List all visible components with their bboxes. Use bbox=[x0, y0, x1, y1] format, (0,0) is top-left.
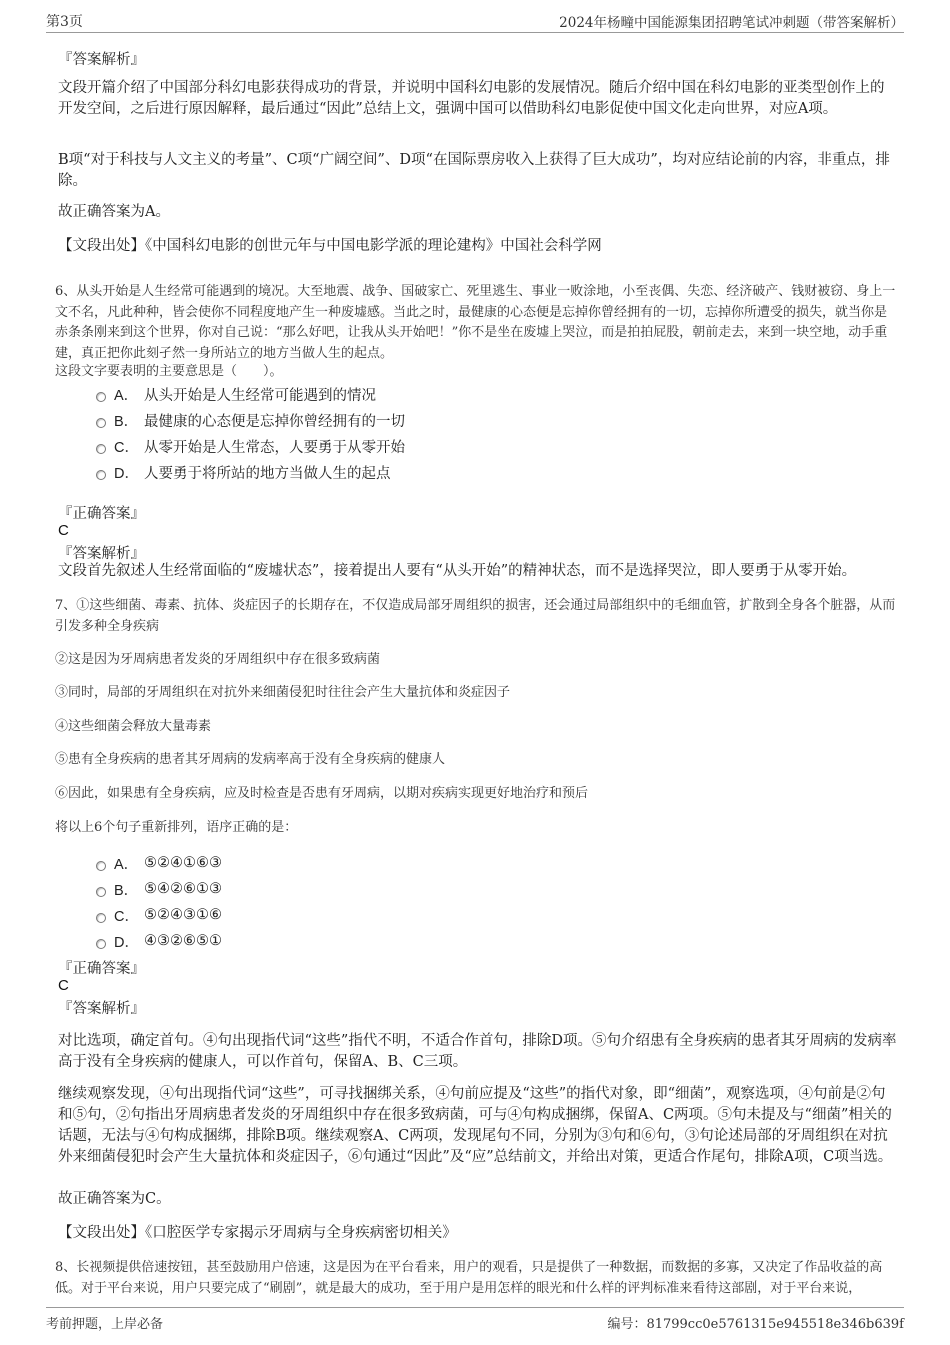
q7-analysis-paragraph-1: 对比选项，确定首句。④句出现指代词“这些”指代不明，不适合作首句，排除D项。⑤句介绍患有全身疾病的患者其牙周病的发病率高于没有全身疾病的健康人，可以作首句，保留A、B、C三项。 bbox=[58, 1033, 897, 1070]
q7-analysis-label: 『答案解析』 bbox=[58, 1001, 145, 1017]
q7-option-c[interactable] bbox=[96, 902, 222, 928]
option-text: ⑤②④①⑥③ bbox=[144, 855, 222, 871]
q7-answer-label: 『正确答案』 bbox=[58, 961, 145, 977]
document-title: 2024年杨疃中国能源集团招聘笔试冲刺题（带答案解析） bbox=[559, 15, 904, 31]
q5-analysis-paragraph-1: 文段开篇介绍了中国部分科幻电影获得成功的背景，并说明中国科幻电影的发展情况。随后介绍中国在科幻电影的亚类型创作上的开发空间，之后进行原因解释，最后通过“因此”总结上文，强调中国可以借助科幻电影促使中国文化走向世界，对应A项。 bbox=[58, 80, 885, 117]
radio-icon[interactable] bbox=[96, 470, 106, 480]
q5-analysis-paragraph-2: B项“对于科技与人文主义的考量”、C项“广阔空间”、D项“在国际票房收入上获得了巨大成功”，均对应结论前的内容，非重点，排除。 bbox=[58, 152, 890, 189]
q7-option-a[interactable] bbox=[96, 850, 222, 876]
radio-icon[interactable] bbox=[96, 392, 106, 402]
q7-sentence-5: ⑤患有全身疾病的患者其牙周病的发病率高于没有全身疾病的健康人 bbox=[55, 752, 446, 767]
option-letter: C． bbox=[114, 439, 139, 456]
document-id: 编号：81799cc0e5761315e945518e346b639f bbox=[607, 1317, 904, 1332]
q6-option-d[interactable] bbox=[96, 459, 405, 485]
q5-source: 【文段出处】《中国科幻电影的创世元年与中国电影学派的理论建构》中国社会科学网 bbox=[58, 238, 602, 254]
q8-stem: 8、长视频提供倍速按钮，甚至鼓励用户倍速，这是因为在平台看来，用户的观看，只是提供了一种数据，而数据的多寡，又决定了作品收益的高低。对于平台来说，用户只要完成了“刷剧”，就是最大的成功，至于用户是用怎样的眼光和什么样的评判标准来看待这部剧，对于平台来说， bbox=[55, 1260, 883, 1296]
q7-sentence-4: ④这些细菌会释放大量毒素 bbox=[55, 719, 212, 734]
q6-option-b[interactable] bbox=[96, 407, 405, 433]
q6-stem: 6、从头开始是人生经常可能遇到的境况。大至地震、战争、国破家亡、死里逃生、事业一败涂地，小至丧偶、失恋、经济破产、钱财被窃、身上一文不名，凡此种种，皆会使你不同程度地产生一种废墟感。当此之时，最健康的心态便是忘掉你曾经拥有的一切，忘掉你所遭受的损失，就当你是赤条条刚来到这个世界，你对自己说：“那么好吧，让我从头开始吧！”你不是坐在废墟上哭泣，而是拍拍屁股，朝前走去，来到一块空地，动手重建，真正把你此刻孑然一身所站立的地方当做人生的起点。 bbox=[55, 284, 896, 361]
radio-icon[interactable] bbox=[96, 913, 106, 923]
radio-icon[interactable] bbox=[96, 418, 106, 428]
q7-source: 【文段出处】《口腔医学专家揭示牙周病与全身疾病密切相关》 bbox=[58, 1225, 457, 1241]
option-text: 从头开始是人生经常可能遇到的情况 bbox=[144, 387, 376, 404]
option-text: ⑤②④③①⑥ bbox=[144, 907, 222, 923]
q6-question: 这段文字要表明的主要意思是（ ）。 bbox=[55, 364, 283, 379]
option-letter: B． bbox=[114, 882, 139, 899]
q6-option-a[interactable] bbox=[96, 381, 405, 407]
option-text: 最健康的心态便是忘掉你曾经拥有的一切 bbox=[144, 413, 405, 430]
radio-icon[interactable] bbox=[96, 861, 106, 871]
option-letter: A． bbox=[114, 856, 139, 873]
footer-slogan: 考前押题，上岸必备 bbox=[46, 1317, 164, 1332]
q5-analysis-conclusion: 故正确答案为A。 bbox=[58, 204, 170, 220]
q7-sentence-6: ⑥因此，如果患有全身疾病，应及时检查是否患有牙周病，以期对疾病实现更好地治疗和预后 bbox=[55, 786, 589, 801]
q7-sentence-3: ③同时，局部的牙周组织在对抗外来细菌侵犯时往往会产生大量抗体和炎症因子 bbox=[55, 685, 511, 700]
option-letter: C． bbox=[114, 908, 139, 925]
q7-analysis-paragraph-2: 继续观察发现，④句出现指代词“这些”，可寻找捆绑关系，④句前应提及“这些”的指代对象，即“细菌”，观察选项，④句前是②句和⑤句，②句指出牙周病患者发炎的牙周组织中存在很多致病菌，可与④句构成捆绑，保留A、C两项。⑤句未提及与“细菌”相关的话题，无法与④句构成捆绑，排除B项。继续观察A、C两项，发现尾句不同，分别为③句和⑥句，③句论述局部的牙周组织在对抗外来细菌侵犯时会产生大量抗体和炎症因子，⑥句通过“因此”及“应”总结前文，并给出对策，更适合作尾句，排除A项，C项当选。 bbox=[58, 1086, 893, 1165]
header-divider bbox=[46, 32, 904, 33]
option-letter: A． bbox=[114, 387, 139, 404]
q7-question: 将以上6个句子重新排列，语序正确的是： bbox=[55, 820, 298, 835]
q7-sentence-2: ②这是因为牙周病患者发炎的牙周组织中存在很多致病菌 bbox=[55, 652, 381, 667]
radio-icon[interactable] bbox=[96, 444, 106, 454]
q7-option-d[interactable] bbox=[96, 928, 222, 954]
radio-icon[interactable] bbox=[96, 887, 106, 897]
q6-analysis: 文段首先叙述人生经常面临的“废墟状态”，接着提出人要有“从头开始”的精神状态，而不是选择哭泣，即人要勇于从零开始。 bbox=[58, 563, 857, 579]
q7-answer: C bbox=[58, 977, 69, 994]
q5-analysis-label: 『答案解析』 bbox=[58, 52, 145, 68]
q6-analysis-label: 『答案解析』 bbox=[58, 546, 145, 562]
option-text: ④③②⑥⑤① bbox=[144, 933, 222, 949]
q6-answer-label: 『正确答案』 bbox=[58, 506, 145, 522]
radio-icon[interactable] bbox=[96, 939, 106, 949]
q6-answer: C bbox=[58, 522, 69, 539]
option-letter: D． bbox=[114, 934, 139, 951]
footer-divider bbox=[46, 1307, 904, 1308]
option-letter: B． bbox=[114, 413, 139, 430]
option-text: ⑤④②⑥①③ bbox=[144, 881, 222, 897]
q6-options bbox=[96, 381, 405, 485]
q7-option-b[interactable] bbox=[96, 876, 222, 902]
q7-sentence-1: 7、①这些细菌、毒素、抗体、炎症因子的长期存在，不仅造成局部牙周组织的损害，还会通过局部组织中的毛细血管，扩散到全身各个脏器，从而引发多种全身疾病 bbox=[55, 598, 896, 634]
option-text: 人要勇于将所站的地方当做人生的起点 bbox=[144, 465, 391, 482]
q7-options bbox=[96, 850, 222, 954]
q6-option-c[interactable] bbox=[96, 433, 405, 459]
page-number: 第3页 bbox=[46, 14, 83, 30]
option-letter: D． bbox=[114, 465, 139, 482]
q7-analysis-conclusion: 故正确答案为C。 bbox=[58, 1191, 171, 1207]
option-text: 从零开始是人生常态，人要勇于从零开始 bbox=[144, 439, 405, 456]
